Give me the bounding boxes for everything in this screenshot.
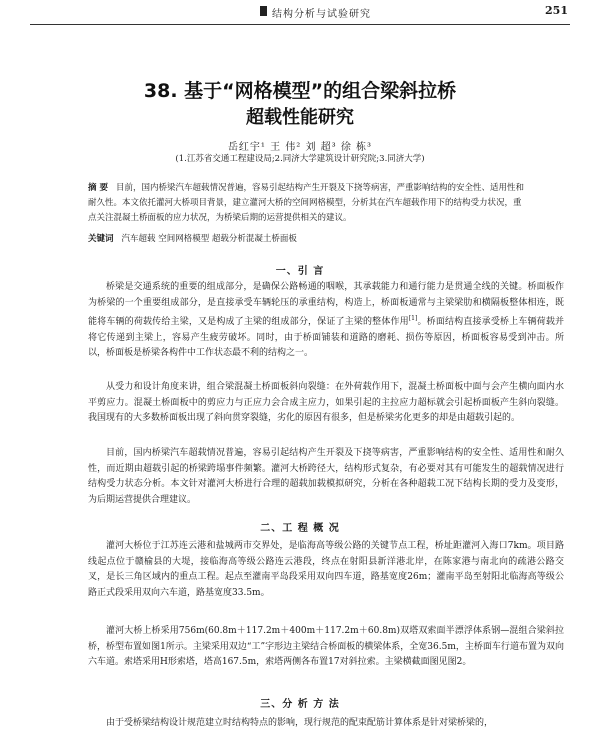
paragraph-5: 灌河大桥上桥采用756m(60.8m＋117.2m＋400m＋117.2m＋60.8m)双塔双索面半漂浮体系钢—混组合梁斜拉桥，桥型布置如图1所示。主梁采用双边“工”字形边主梁结合桥面板的横梁体系，全宽36.5m，主桥面车行道布置为双向六车道。索塔采用H形索塔，塔高167.5m，索塔两侧各布置17对斜拉索。主梁横截面图见图2。 [88,626,564,668]
abstract-label: 摘 要 [88,183,108,193]
author-list: 岳红宇¹ 王 伟² 刘 超³ 徐 栋³ [227,142,373,153]
paper-title-line2: 超载性能研究 [246,107,354,128]
keywords [88,232,528,244]
paragraph-6: 由于受桥梁结构设计规范建立时结构特点的影响，现行规范的配束配筋计算体系是针对梁桥梁的， [106,718,494,728]
header-square-icon [260,6,267,16]
abstract [88,181,528,226]
keywords-text: 汽车超载 空间网格模型 超载分析混凝土桥面板 [121,234,297,244]
citation-ref: [1] [408,315,418,323]
paragraph-3: 目前，国内桥梁汽车超载情况普遍，容易引起结构产生开裂及下挠等病害，严重影响结构的安全性、适用性和耐久性，而近期由超载引起的桥梁跨塌事件频繁。灌河大桥跨径大，结构形式复杂，有必要对其有可能发生的超载情况进行结构受力状态分析。本文针对灌河大桥进行合理的超载加载模拟研究，分析在各种超载工况下结构长期的受力及变形，为后期运营提供合理建议。 [88,448,564,505]
section-heading-analysis-method: 三、分 析 方 法 [260,699,340,710]
paragraph-2: 从受力和设计角度来讲，组合梁混凝土桥面板斜向裂缝：在外荷载作用下，混凝土桥面板中面与会产生横向面内水平剪应力。混凝土桥面板中的剪应力与正应力会合成主应力，如果引起的主拉应力超标就会引起桥面板产生斜向裂缝。我国现有的大多数桥面板出现了斜向贯穿裂缝，劣化的原因有很多，但是桥梁劣化更多的却是由超载引起的。 [88,382,564,424]
running-header [30,0,570,25]
keywords-label: 关键词 [88,234,114,244]
paragraph-1-text: 桥梁是交通系统的重要的组成部分，是确保公路畅通的咽喉，其承载能力和通行能力是贯通全线的关键。桥面板作为桥梁的一个重要组成部分，是直接承受车辆轮压的承重结构，构造上，桥面板通常与主梁梁肋和横隔板整体相连，既能将车辆的荷载传给主梁，又是构成了主梁的组成部分，保证了主梁的整体作用 [88,282,564,328]
abstract-text: 目前，国内桥梁汽车超载情况普遍，容易引起结构产生开裂及下挠等病害，严重影响结构的安全性、适用性和耐久性。本文依托灌河大桥项目背景，建立灌河大桥的空间网格模型，分析其在汽车超载作用下的结构受力状况，重点关注混凝土桥面板的应力状况，为桥梁后期的运营提供相关的建议。 [88,183,524,223]
page-number: 251 [545,4,568,17]
affiliations: (1.江苏省交通工程建设局;2.同济大学建筑设计研究院;3.同济大学) [175,154,425,164]
paper-title-line1: 38. 基于“网格模型”的组合梁斜拉桥 [143,80,457,102]
paragraph-1-tail: 。桥面结构直接承受桥上车辆荷载并将它传递到主梁上，容易产生疲劳破坏。同时，由于桥面铺装和道路的磨耗、损伤等原因，桥面板容易受到冲击。所以，桥面板是桥梁各构件中工作状态最不利的结构之一。 [88,317,564,359]
paragraph-4: 灌河大桥位于江苏连云港和盐城两市交界处，是临海高等级公路的关键节点工程，桥址距灌河入海口7km。项目路线起点位于赣榆县的大堤，接临海高等级公路连云港段，终点在射阳县新洋港北岸，在陈家港与南北向的疏港公路交叉，是长三角区域内的重点工程。起点至灌南平岛段采用双向四车道，路基宽度26m；灌南平岛至射阳北临海高等级公路正式段采用双向六车道，路基宽度33.5m。 [88,541,564,598]
section-heading-project-overview: 二、工 程 概 况 [260,523,340,534]
journal-section-title: 结构分析与试验研究 [272,9,371,20]
section-heading-introduction: 一、引 言 [275,266,325,277]
paragraph-1 [88,280,564,362]
